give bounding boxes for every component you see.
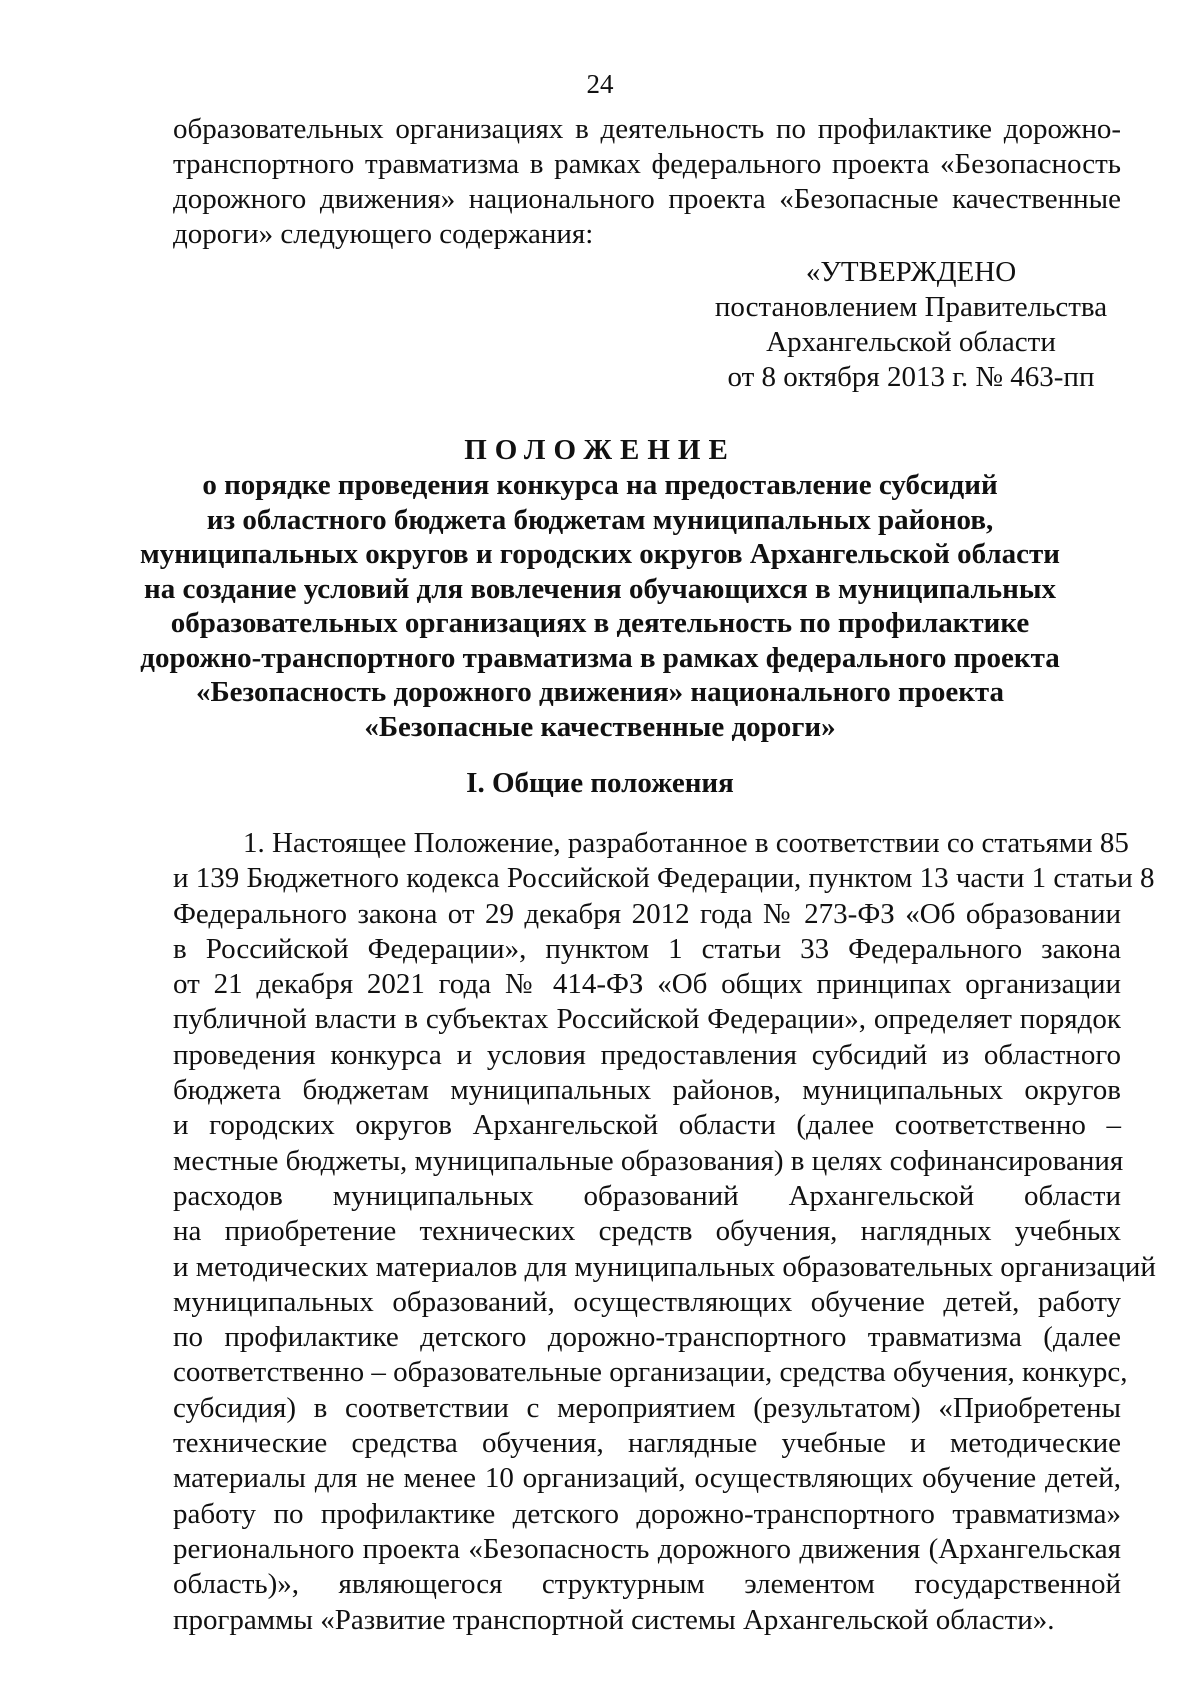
paragraph-line: и методических материалов для муниципальных образовательных организаций [173, 1250, 1156, 1283]
intro-line: дороги» следующего содержания: [173, 218, 594, 250]
paragraph-1 [173, 826, 1156, 1638]
paragraph-line: 1. Настоящее Положение, разработанное в соответствии со статьями 85 [243, 827, 1129, 859]
subtitle-line: муниципальных округов и городских округов Архангельской области [139, 538, 1061, 570]
paragraph-line: субсидия) в соответствии с мероприятием (результатом) «Приобретены [173, 1391, 1121, 1424]
subtitle-line: дорожно-транспортного травматизма в рамках федерального проекта [140, 641, 1060, 674]
subtitle-line: о порядке проведения конкурса на предоставление субсидий [202, 469, 998, 501]
paragraph-line: материалы для не менее 10 организаций, осуществляющих обучение детей, [173, 1462, 1121, 1495]
intro-text [173, 112, 1121, 252]
paragraph-line: публичной власти в субъектах Российской Федерации», определяет порядок [173, 1003, 1121, 1036]
document-subtitle [0, 468, 1200, 744]
approval-stamp [676, 255, 1146, 395]
paragraph-line: в Российской Федерации», пунктом 1 статьи 33 Федерального закона [173, 932, 1121, 965]
paragraph-line: от 21 декабря 2021 года № 414-ФЗ «Об общих принципах организации [173, 968, 1121, 1001]
subtitle-line: на создание условий для вовлечения обучающихся в муниципальных [144, 572, 1056, 605]
paragraph-line: бюджета бюджетам муниципальных районов, муниципальных округов [173, 1074, 1121, 1107]
subtitle-line: «Безопасные качественные дороги» [364, 710, 836, 743]
paragraph-line: и городских округов Архангельской области (далее соответственно – [173, 1109, 1121, 1142]
subtitle-line: из областного бюджета бюджетам муниципальных районов, [206, 503, 994, 536]
paragraph-line: область)», являющегося структурным элементом государственной [173, 1568, 1121, 1601]
paragraph-line: Федерального закона от 29 декабря 2012 года № 273-ФЗ «Об образовании [173, 897, 1121, 930]
paragraph-line: расходов муниципальных образований Архангельской области [173, 1179, 1121, 1212]
subtitle-line: образовательных организациях в деятельность по профилактике [170, 607, 1030, 639]
paragraph-line: на приобретение технических средств обучения, наглядных учебных [173, 1215, 1121, 1248]
approval-line: «УТВЕРЖДЕНО [805, 256, 1017, 288]
paragraph-line: работу по профилактике детского дорожно-транспортного травматизма» [173, 1497, 1121, 1530]
approval-line: постановлением Правительства [714, 291, 1108, 323]
intro-line: образовательных организациях в деятельность по профилактике дорожно- [173, 113, 1121, 145]
page-number: 24 [586, 69, 614, 99]
subtitle-line: «Безопасность дорожного движения» национального проекта [195, 676, 1005, 708]
paragraph-line: местные бюджеты, муниципальные образования) в целях софинансирования [173, 1144, 1124, 1177]
paragraph-line: соответственно – образовательные организации, средства обучения, конкурс, [173, 1356, 1128, 1389]
section-heading: I. Общие положения [466, 767, 734, 799]
paragraph-line: программы «Развитие транспортной системы Архангельской области». [173, 1603, 1055, 1636]
approval-line: от 8 октября 2013 г. № 463-пп [727, 361, 1095, 393]
paragraph-line: регионального проекта «Безопасность дорожного движения (Архангельская [173, 1532, 1121, 1565]
document-title: ПОЛОЖЕНИЕ [464, 434, 736, 466]
intro-line: дорожного движения» национального проекта «Безопасные качественные [173, 183, 1121, 215]
paragraph-line: по профилактике детского дорожно-транспортного травматизма (далее [173, 1321, 1121, 1354]
approval-line: Архангельской области [766, 326, 1056, 358]
paragraph-line: проведения конкурса и условия предоставления субсидий из областного [173, 1038, 1121, 1071]
paragraph-line: технические средства обучения, наглядные учебные и методические [173, 1427, 1121, 1460]
intro-line: транспортного травматизма в рамках федерального проекта «Безопасность [173, 148, 1121, 180]
paragraph-line: и 139 Бюджетного кодекса Российской Федерации, пунктом 13 части 1 статьи 8 [173, 862, 1155, 895]
paragraph-line: муниципальных образований, осуществляющих обучение детей, работу [173, 1285, 1121, 1318]
